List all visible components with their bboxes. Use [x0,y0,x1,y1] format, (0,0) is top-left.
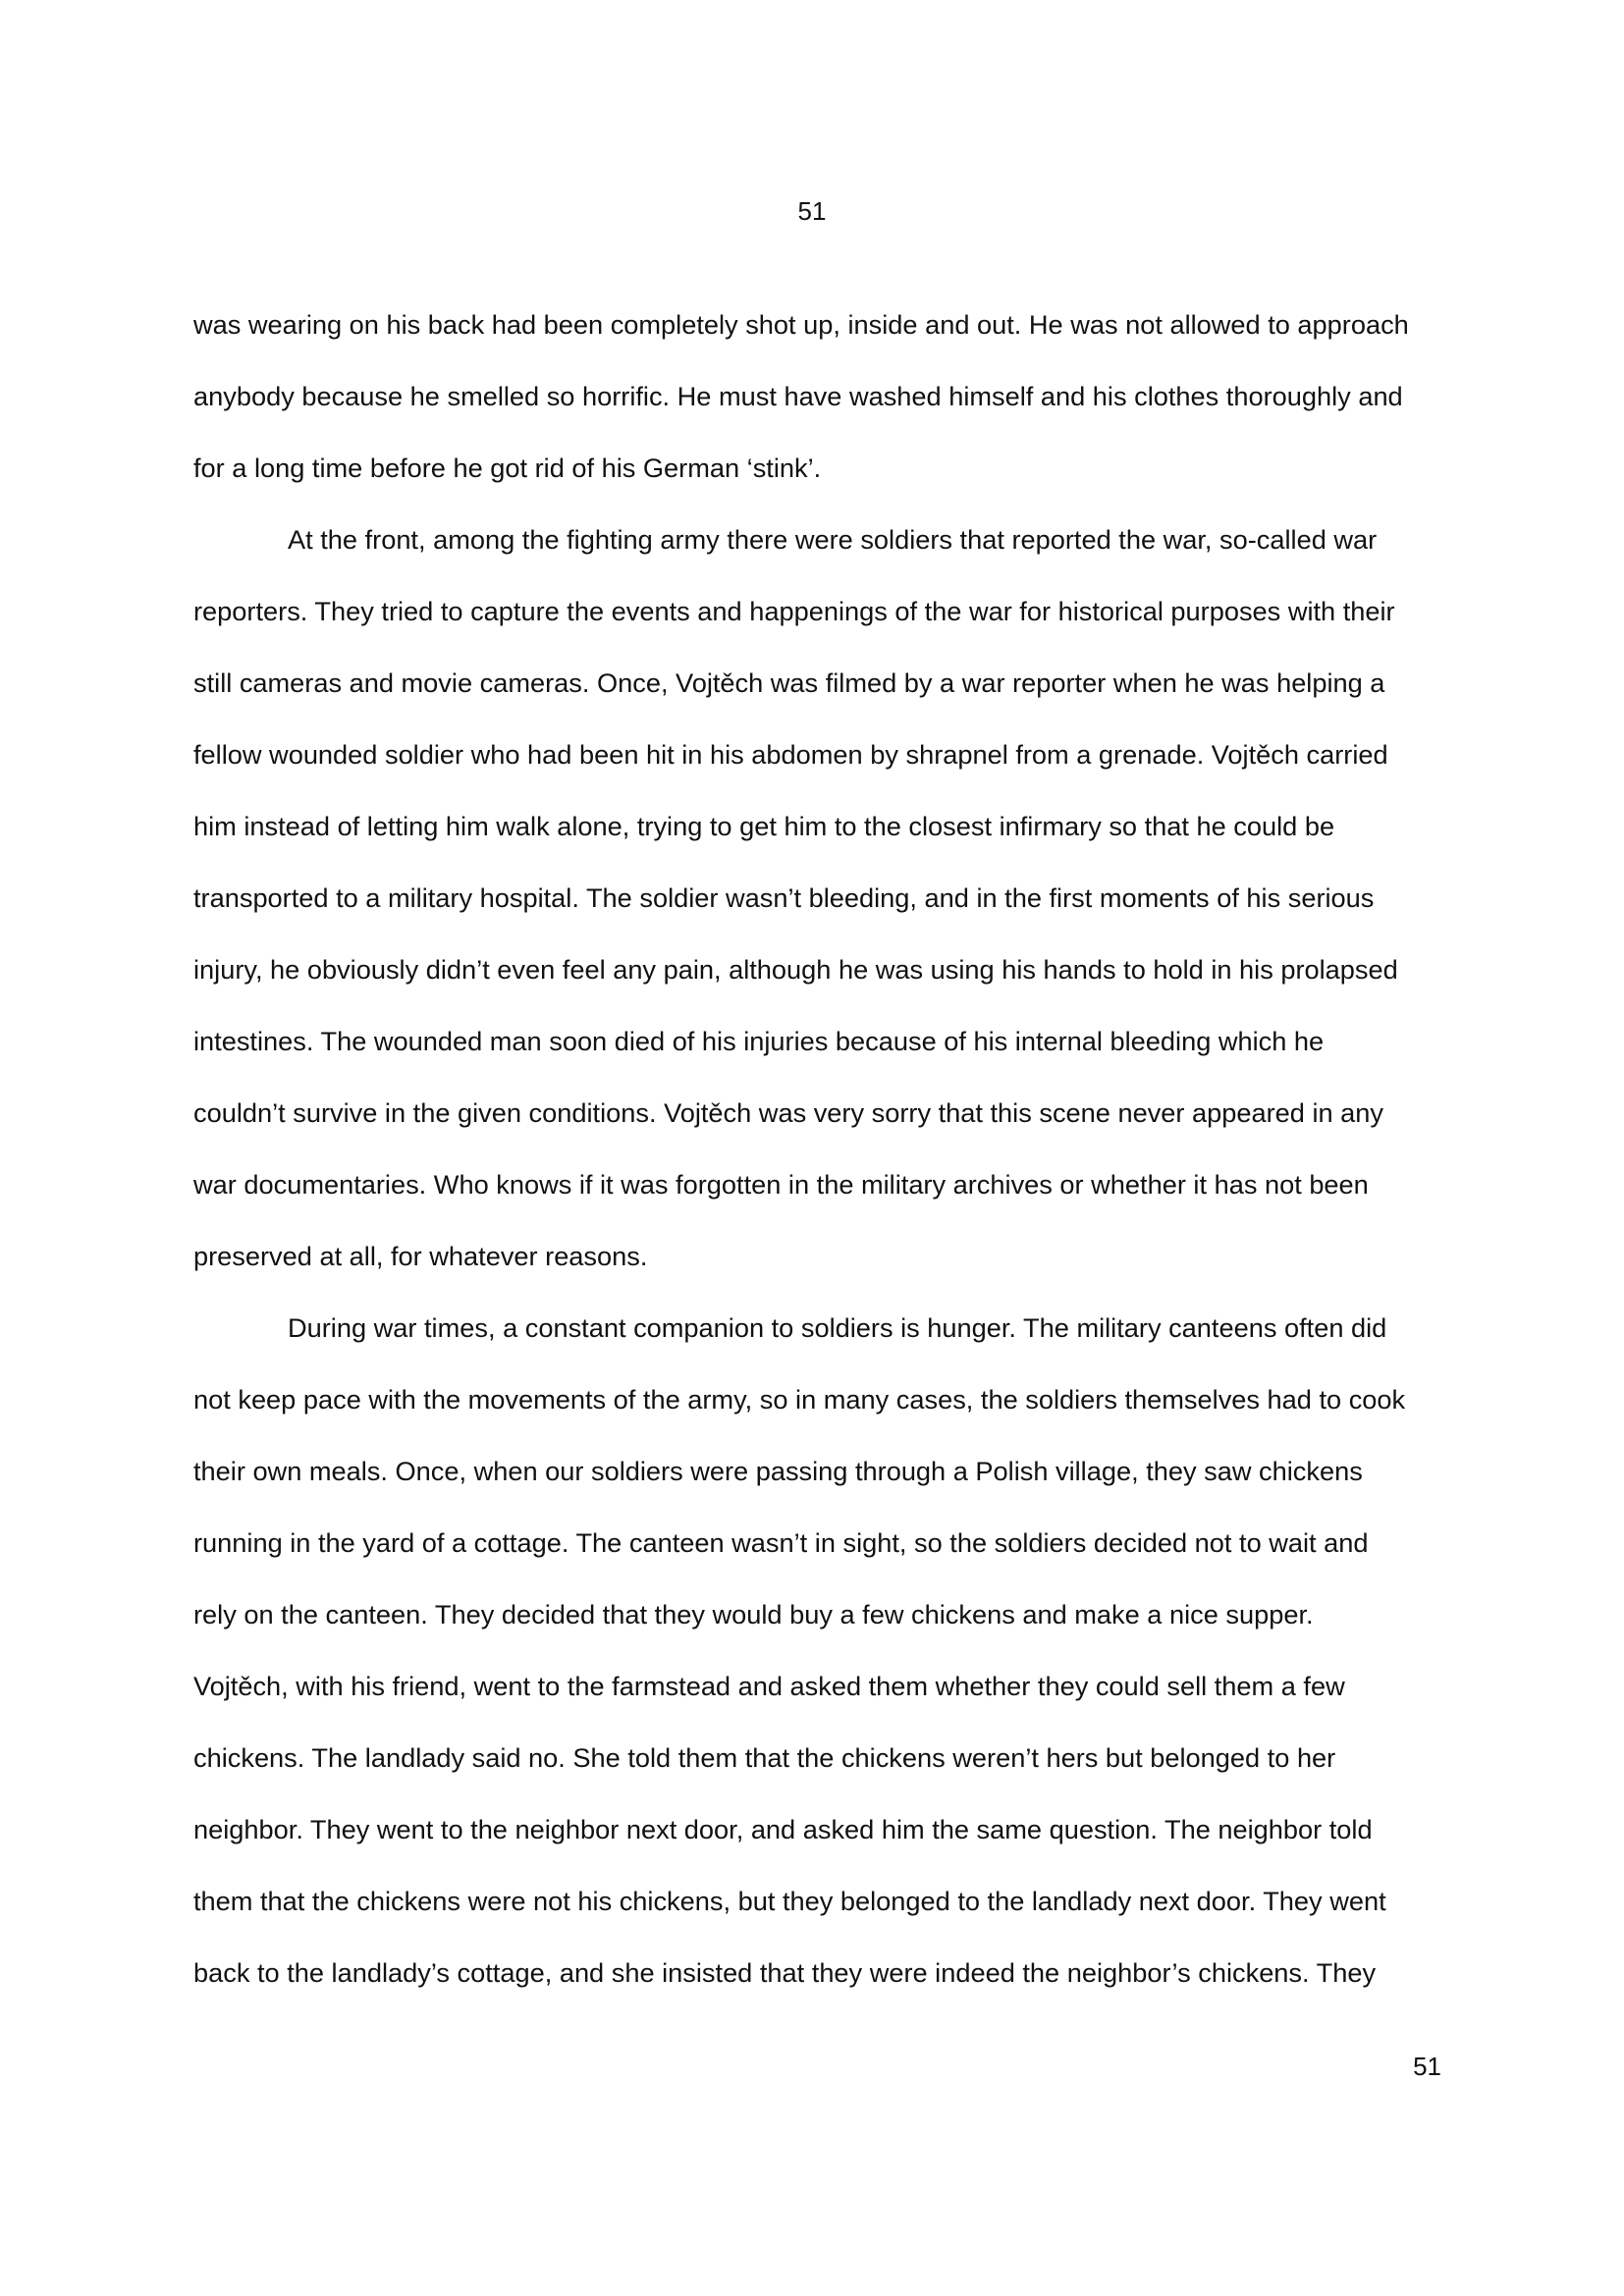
body-text [193,289,1440,2008]
text-line: still cameras and movie cameras. Once, Vojtěch was filmed by a war reporter when he was helping a [193,667,1385,698]
text-line: At the front, among the fighting army there were soldiers that reported the war, so-called war [288,524,1378,555]
text-line: neighbor. They went to the neighbor next door, and asked him the same question. The neighbor told [193,1814,1373,1844]
text-line: their own meals. Once, when our soldiers were passing through a Polish village, they saw chickens [193,1456,1363,1486]
text-line: couldn’t survive in the given conditions. Vojtěch was very sorry that this scene never appeared in any [193,1097,1384,1128]
text-line: During war times, a constant companion to soldiers is hunger. The military canteens often did [288,1312,1387,1343]
text-line: anybody because he smelled so horrific. He must have washed himself and his clothes thoroughly and [193,381,1403,411]
footer-page-number: 51 [1413,2052,1441,2081]
text-line: chickens. The landlady said no. She told them that the chickens weren’t hers but belonged to her [193,1742,1336,1773]
text-line: war documentaries. Who knows if it was forgotten in the military archives or whether it has not been [193,1169,1369,1200]
text-line: fellow wounded soldier who had been hit in his abdomen by shrapnel from a grenade. Vojtěch carried [193,739,1388,770]
text-line: running in the yard of a cottage. The canteen wasn’t in sight, so the soldiers decided not to wait and [193,1527,1369,1558]
text-line: them that the chickens were not his chickens, but they belonged to the landlady next door. They went [193,1886,1386,1916]
text-line: intestines. The wounded man soon died of his injuries because of his internal bleeding which he [193,1026,1325,1056]
text-line: Vojtěch, with his friend, went to the farmstead and asked them whether they could sell them a few [193,1671,1345,1701]
header-page-number: 51 [797,196,827,226]
text-line: transported to a military hospital. The soldier wasn’t bleeding, and in the first moments of his serious [193,882,1375,913]
text-line: back to the landlady’s cottage, and she insisted that they were indeed the neighbor’s chickens. They [193,1957,1377,1988]
text-line: rely on the canteen. They decided that they would buy a few chickens and make a nice supper. [193,1599,1314,1629]
text-line: injury, he obviously didn’t even feel any pain, although he was using his hands to hold in his prolapsed [193,954,1398,985]
text-line: reporters. They tried to capture the events and happenings of the war for historical purposes with their [193,596,1395,626]
text-line: him instead of letting him walk alone, trying to get him to the closest infirmary so that he could be [193,811,1335,841]
text-line: was wearing on his back had been completely shot up, inside and out. He was not allowed to approach [193,309,1409,340]
text-line: preserved at all, for whatever reasons. [193,1241,648,1271]
text-line: for a long time before he got rid of his German ‘stink’. [193,453,822,483]
text-line: not keep pace with the movements of the army, so in many cases, the soldiers themselves had to cook [193,1384,1406,1415]
